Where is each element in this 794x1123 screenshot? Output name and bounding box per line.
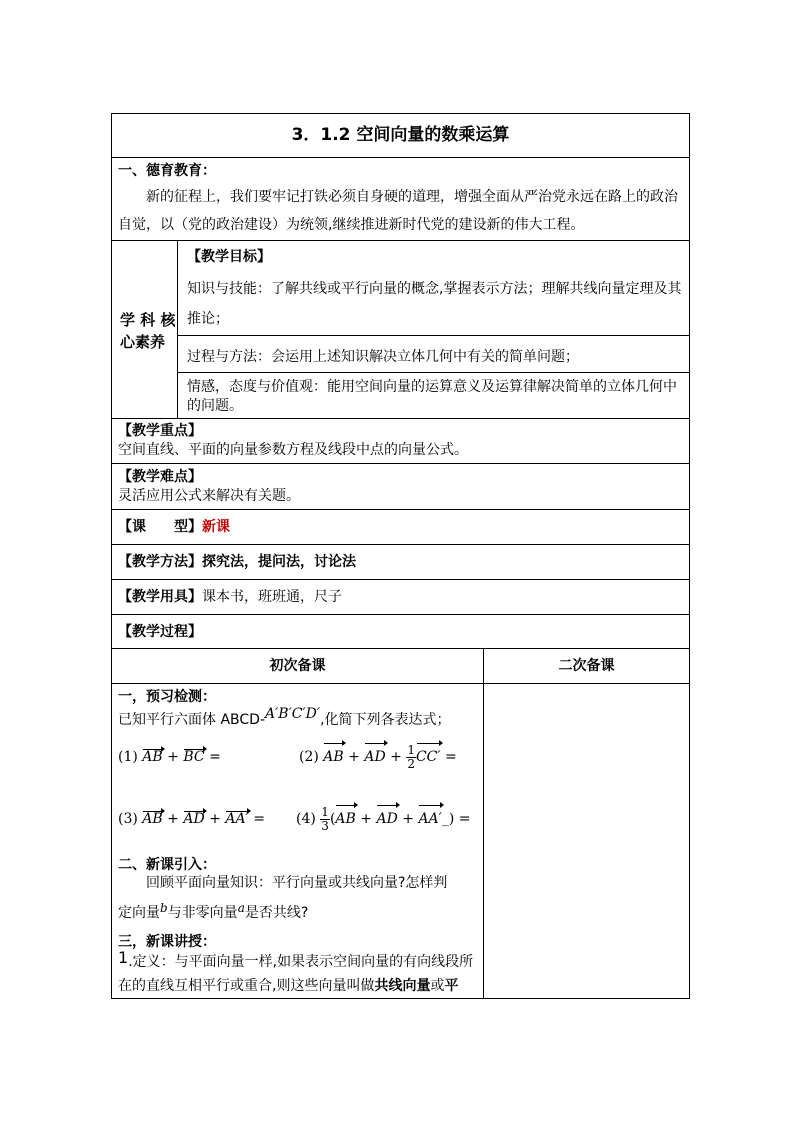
literacy-label-line2: 心素养 xyxy=(120,333,166,351)
key-points-heading: 【教学重点】 xyxy=(118,423,202,439)
difficulties-row xyxy=(112,464,689,510)
content-body xyxy=(112,684,689,998)
column-first-prep: 初次备课 xyxy=(269,658,326,674)
lesson-type-value: 新课 xyxy=(202,519,230,535)
page-title: 3．1.2 空间向量的数乘运算 xyxy=(291,125,510,145)
expression-2: (2) AB + AD + $\frac{1}{2}$ CC′ = xyxy=(299,742,457,771)
moral-text-line2: 自觉，以（党的政治建设）为统领,继续推进新时代党的建设新的伟大工程。 xyxy=(118,217,585,233)
process-label: 【教学过程】 xyxy=(118,624,202,640)
methods-label: 【教学方法】 xyxy=(118,554,202,570)
methods-value: 探究法，提问法，讨论法 xyxy=(202,554,356,570)
intro-line2: 定向量b与非零向量a是否共线? xyxy=(118,901,309,921)
lesson-type-row xyxy=(112,510,689,545)
tools-label: 【教学用具】 xyxy=(118,589,202,605)
core-literacy-row xyxy=(112,241,689,419)
tools-value: 课本书，班班通，尺子 xyxy=(202,589,342,605)
moral-heading: 一、德育教育： xyxy=(118,163,216,179)
moral-education-row xyxy=(112,158,689,241)
process-row xyxy=(112,615,689,649)
goal-knowledge-line2: 推论； xyxy=(187,311,229,327)
lecture-heading: 三，新课讲授： xyxy=(118,934,216,950)
goal-attitude-line2: 的问题。 xyxy=(187,398,243,414)
key-points-row xyxy=(112,419,689,464)
methods-row xyxy=(112,545,689,580)
literacy-label-line1: 学 科 核 xyxy=(120,311,176,329)
goals-heading: 【教学目标】 xyxy=(187,249,271,265)
preview-intro: 已知平行六面体 ABCD-A′B′C′D′,化简下列各表达式； xyxy=(118,706,451,728)
expression-4: (4) $\frac{1}{3}$ (AB + AD + AA′_) = xyxy=(296,804,471,833)
expression-3: (3) AB + AD + AA′ = xyxy=(118,811,265,827)
lecture-line2: 在的直线互相平行或重合,则这些向量叫做共线向量或平 xyxy=(118,978,459,994)
column-second-prep: 二次备课 xyxy=(558,658,615,674)
goal-attitude-line1: 情感，态度与价值观：能用空间向量的运算意义及运算律解决简单的立体几何中 xyxy=(187,379,677,395)
tools-row xyxy=(112,580,689,615)
goal-process: 过程与方法：会运用上述知识解决立体几何中有关的简单问题； xyxy=(187,349,579,365)
columns-header-row xyxy=(112,649,689,684)
title-row xyxy=(112,114,689,158)
difficulties-heading: 【教学难点】 xyxy=(118,469,202,485)
lecture-line1: 1.定义：与平面向量一样,如果表示空间向量的有向线段所 xyxy=(118,948,474,970)
intro-heading: 二、新课引入： xyxy=(118,857,216,873)
lesson-plan-table xyxy=(111,113,690,999)
intro-line1: 回顾平面向量知识：平行向量或共线向量?怎样判 xyxy=(146,875,448,891)
goal-knowledge-line1: 知识与技能：了解共线或平行向量的概念,掌握表示方法；理解共线向量定理及其 xyxy=(187,281,682,297)
expression-1: (1) AB + BC = xyxy=(118,749,221,765)
lesson-type-label: 【课 型】 xyxy=(118,519,202,535)
preview-heading: 一，预习检测： xyxy=(118,689,216,705)
moral-text-line1: 新的征程上，我们要牢记打铁必须自身硬的道理，增强全面从严治党永远在路上的政治 xyxy=(146,189,678,205)
difficulties-text: 灵活应用公式来解决有关题。 xyxy=(118,488,300,504)
key-points-text: 空间直线、平面的向量参数方程及线段中点的向量公式。 xyxy=(118,442,468,458)
